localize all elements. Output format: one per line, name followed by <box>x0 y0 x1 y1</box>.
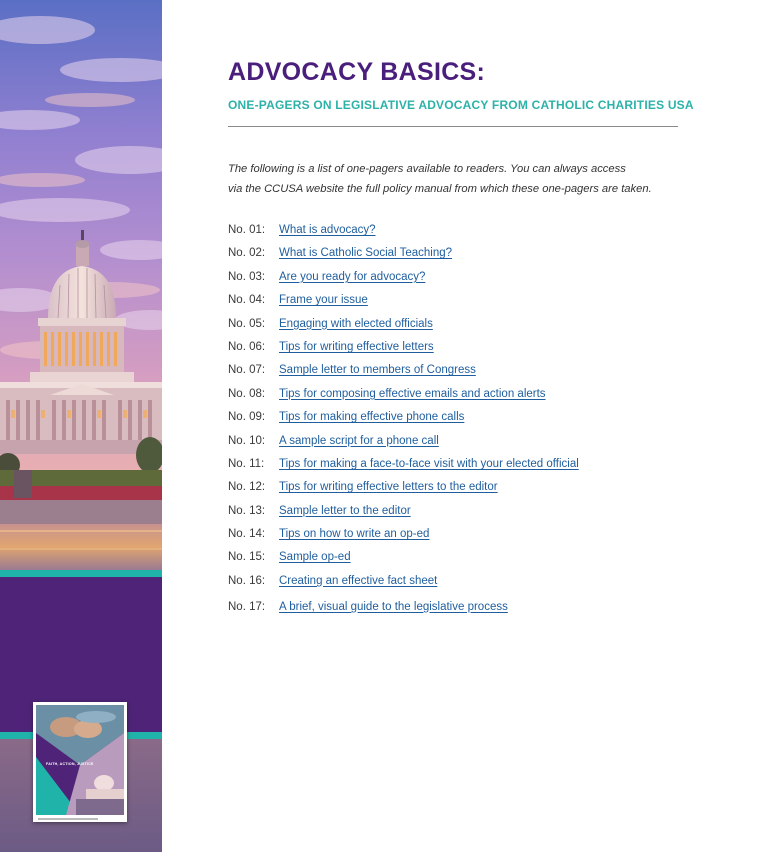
list-item <box>228 599 579 622</box>
item-link[interactable]: What is Catholic Social Teaching? <box>279 247 453 260</box>
list-item <box>228 316 579 339</box>
item-number: No. 09: <box>228 411 266 424</box>
list-item <box>228 292 579 315</box>
item-number: No. 07: <box>228 364 266 377</box>
item-link[interactable]: Frame your issue <box>279 294 368 307</box>
list-item <box>228 526 579 549</box>
list-item <box>228 549 579 572</box>
page-title: ADVOCACY BASICS: <box>228 58 486 86</box>
item-number: No. 14: <box>228 528 266 541</box>
item-number: No. 08: <box>228 387 266 400</box>
item-link[interactable]: Tips for writing effective letters <box>279 340 434 353</box>
item-link[interactable]: A brief, visual guide to the legislative process <box>279 600 508 613</box>
list-item <box>228 456 579 479</box>
item-link[interactable]: Tips for writing effective letters to the editor <box>279 481 498 494</box>
item-number: No. 06: <box>228 340 266 353</box>
list-item <box>228 386 579 409</box>
item-link[interactable]: What is advocacy? <box>279 224 376 236</box>
item-link[interactable]: Tips for making effective phone calls <box>279 411 465 424</box>
item-number: No. 02: <box>228 247 266 260</box>
cover-title-text: FAITH, ACTION, JUSTICE <box>46 762 94 766</box>
item-link[interactable]: Sample letter to members of Congress <box>279 364 476 377</box>
intro-line: via the CCUSA website the full policy manual from which these one-pagers are taken. <box>228 183 652 195</box>
list-item <box>228 479 579 502</box>
item-link[interactable]: A sample script for a phone call <box>279 434 439 447</box>
item-number: No. 04: <box>228 294 266 307</box>
item-link[interactable]: Creating an effective fact sheet <box>279 574 438 587</box>
item-link[interactable]: Tips for making a face-to-face visit with your elected official <box>279 457 579 470</box>
report-cover-thumbnail <box>33 702 127 822</box>
item-number: No. 16: <box>228 574 266 587</box>
one-pager-list <box>228 222 579 622</box>
list-item <box>228 409 579 432</box>
intro-paragraph <box>228 159 688 199</box>
item-number: No. 03: <box>228 270 266 283</box>
list-item <box>228 433 579 456</box>
list-item <box>228 222 579 245</box>
title-divider <box>228 126 678 127</box>
item-number: No. 17: <box>228 600 266 613</box>
item-link[interactable]: Tips for composing effective emails and action alerts <box>279 387 546 400</box>
list-item <box>228 269 579 292</box>
page-subtitle: ONE-PAGERS ON LEGISLATIVE ADVOCACY FROM CATHOLIC CHARITIES USA <box>228 98 694 112</box>
item-number: No. 11: <box>228 457 265 470</box>
item-link[interactable]: Engaging with elected officials <box>279 317 433 330</box>
cover-footer-line <box>38 818 98 820</box>
list-item <box>228 339 579 362</box>
list-item <box>228 573 579 596</box>
sidebar-photo-strip <box>0 0 162 852</box>
item-number: No. 05: <box>228 317 266 330</box>
intro-line: The following is a list of one-pagers available to readers. You can always access <box>228 163 626 175</box>
list-item <box>228 362 579 385</box>
item-link[interactable]: Sample letter to the editor <box>279 504 411 517</box>
item-link[interactable]: Tips on how to write an op-ed <box>279 528 430 541</box>
item-number: No. 15: <box>228 551 266 564</box>
item-number: No. 12: <box>228 481 266 494</box>
item-number: No. 10: <box>228 434 266 447</box>
item-number: No. 01: <box>228 224 266 236</box>
item-number: No. 13: <box>228 504 266 517</box>
list-item <box>228 503 579 526</box>
list-item <box>228 245 579 268</box>
item-link[interactable]: Are you ready for advocacy? <box>279 270 426 283</box>
item-link[interactable]: Sample op-ed <box>279 551 351 564</box>
